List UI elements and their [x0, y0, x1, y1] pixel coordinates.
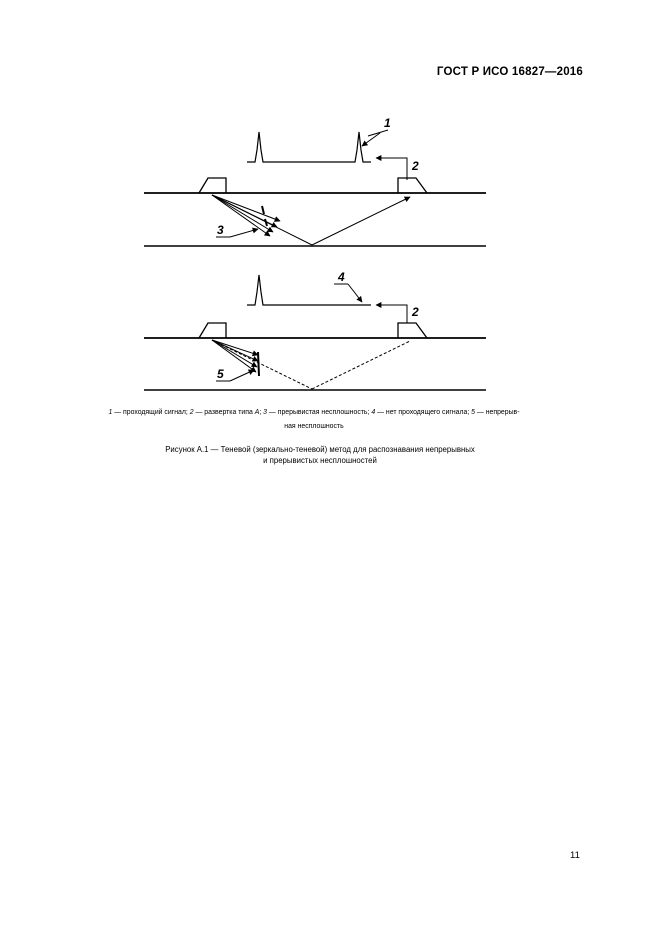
label-2-bottom: 2 [412, 305, 419, 319]
top-probe-left [199, 178, 226, 193]
label-4: 4 [338, 270, 345, 284]
label-3: 3 [217, 223, 224, 237]
figure-diagram [0, 0, 661, 400]
legend-line-1: 1 — проходящий сигнал; 2 — развертка типа A; 3 — прерывистая несплошность; 4 — нет проходящего сигнала; 5 — непрерыв- [108, 409, 520, 416]
figure-caption [110, 444, 530, 466]
label-5: 5 [217, 367, 224, 381]
legend-line-2: ная несплошность [284, 423, 344, 430]
top-ascan-trace [247, 132, 371, 162]
caption-line-2: и прерывистых несплошностей [263, 456, 377, 465]
bottom-probe-right [398, 323, 427, 338]
figure-legend [44, 406, 584, 434]
top-beam-up [312, 197, 410, 245]
bottom-probe-left [199, 323, 226, 338]
document-header: ГОСТ Р ИСО 16827—2016 [436, 66, 583, 78]
bottom-beam-up [312, 341, 410, 389]
top-probe-right [398, 178, 427, 193]
intermittent-discontinuity [262, 206, 264, 214]
top-connector-line [378, 158, 407, 180]
bottom-connector-line [378, 305, 407, 323]
caption-line-1: Рисунок А.1 — Теневой (зеркально-теневой) метод для распознавания непрерывных [165, 445, 475, 454]
bottom-diagram [144, 270, 486, 390]
label-1: 1 [384, 116, 391, 130]
page-number: 11 [570, 850, 580, 861]
label-2-top: 2 [412, 159, 419, 173]
continuous-discontinuity [258, 352, 259, 376]
top-diagram [144, 116, 486, 246]
